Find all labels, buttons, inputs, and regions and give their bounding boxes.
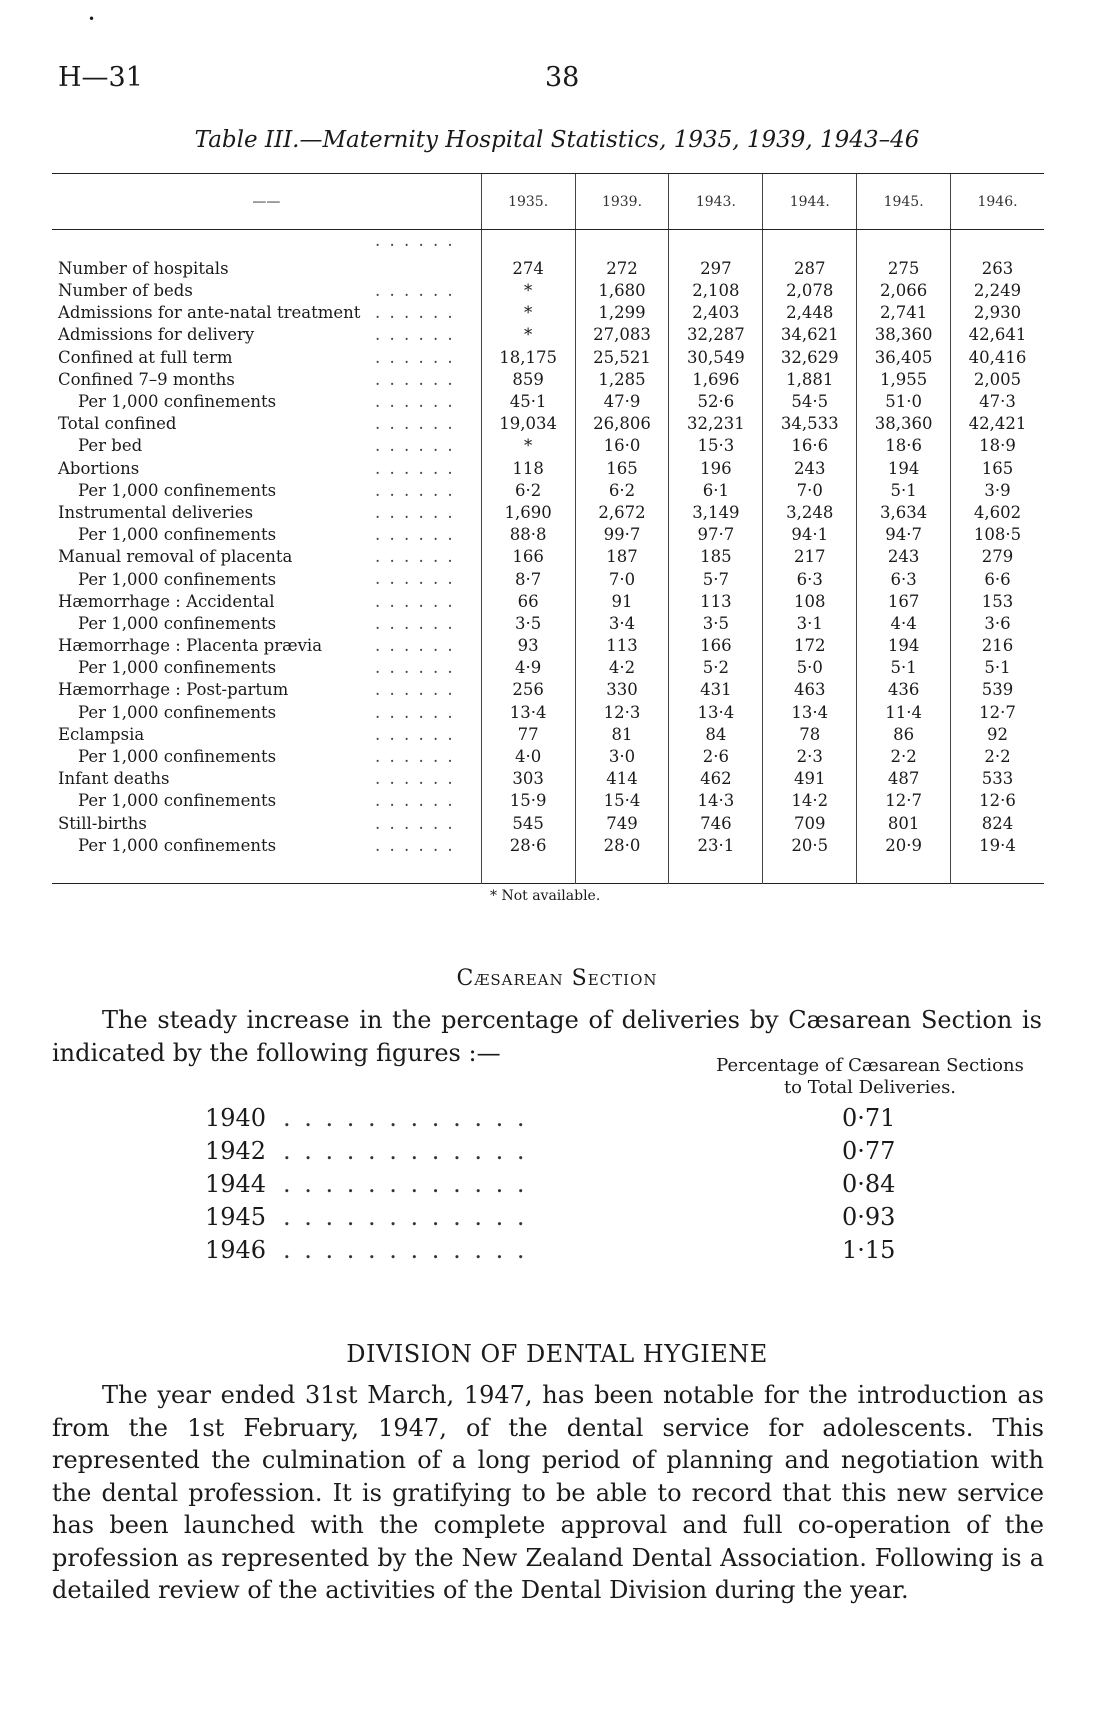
percentage-row [205, 1102, 896, 1135]
row-label: Hæmorrhage : Post-partum . . [52, 679, 481, 701]
row-value: 263 [951, 230, 1044, 281]
row-value: 274 [481, 230, 575, 281]
row-value: 533 [951, 768, 1044, 790]
document-reference: H—31 [58, 62, 143, 93]
row-value: 243 [857, 546, 951, 568]
row-value: 4·4 [857, 613, 951, 635]
percentage-year: 1940 [205, 1104, 267, 1132]
bullet-mark: • [88, 12, 96, 26]
row-value: 2,741 [857, 302, 951, 324]
row-value: 194 [857, 635, 951, 657]
row-value: 47·3 [951, 391, 1044, 413]
row-value: 15·4 [575, 790, 669, 812]
row-value: 45·1 [481, 391, 575, 413]
table-row [52, 613, 1044, 635]
leader-dots: . . . . . . . . . . . . [283, 1236, 528, 1264]
percentage-value: 0·84 [842, 1170, 896, 1198]
row-value: 5·2 [669, 657, 763, 679]
row-value: 2,403 [669, 302, 763, 324]
row-value: 462 [669, 768, 763, 790]
row-label: Hæmorrhage : Accidental . . [52, 591, 481, 613]
row-value: 2,930 [951, 302, 1044, 324]
table-row [52, 679, 1044, 701]
table-row [52, 230, 1044, 281]
row-value: 545 [481, 813, 575, 835]
year-header: 1944. [763, 174, 857, 230]
leader-dots: . . . . . . . . . . . . [283, 1203, 528, 1231]
row-value: 6·2 [481, 480, 575, 502]
row-value: 859 [481, 369, 575, 391]
row-value: 1,680 [575, 280, 669, 302]
row-value: 19·4 [951, 835, 1044, 884]
row-value: 84 [669, 724, 763, 746]
percentage-value: 1·15 [842, 1236, 896, 1264]
row-label: Hæmorrhage : Placenta prævia . . [52, 635, 481, 657]
table-row [52, 413, 1044, 435]
row-value: 88·8 [481, 524, 575, 546]
percentage-value: 0·71 [842, 1104, 896, 1132]
row-value: 297 [669, 230, 763, 281]
row-label: Per 1,000 confinements . . [52, 702, 481, 724]
row-value: 54·5 [763, 391, 857, 413]
row-value: 3·1 [763, 613, 857, 635]
dental-heading: DIVISION OF DENTAL HYGIENE [346, 1340, 768, 1368]
table-row [52, 324, 1044, 346]
maternity-statistics-table [52, 173, 1044, 886]
row-value: 8·7 [481, 568, 575, 590]
row-value: 5·0 [763, 657, 857, 679]
row-label: Eclampsia . . [52, 724, 481, 746]
row-value: * [481, 324, 575, 346]
row-value: 487 [857, 768, 951, 790]
row-label: Number of hospitals . . [52, 230, 481, 281]
percentage-year: 1945 [205, 1203, 267, 1231]
row-value: 52·6 [669, 391, 763, 413]
row-value: 1,299 [575, 302, 669, 324]
table-row [52, 591, 1044, 613]
row-value: 196 [669, 458, 763, 480]
percentage-header-line: Percentage of Cæsarean Sections [716, 1055, 1024, 1076]
row-value: 431 [669, 679, 763, 701]
row-value: 26,806 [575, 413, 669, 435]
row-value: 28·0 [575, 835, 669, 884]
row-value: 47·9 [575, 391, 669, 413]
row-value: 113 [669, 591, 763, 613]
table-header-row [52, 174, 1044, 230]
row-value: 18·6 [857, 435, 951, 457]
row-value: 2,249 [951, 280, 1044, 302]
row-value: 2·6 [669, 746, 763, 768]
percentage-row [205, 1201, 896, 1234]
row-value: 167 [857, 591, 951, 613]
table-row [52, 702, 1044, 724]
row-value: 491 [763, 768, 857, 790]
table-row [52, 280, 1044, 302]
percentage-row [205, 1168, 896, 1201]
row-value: 91 [575, 591, 669, 613]
row-value: 81 [575, 724, 669, 746]
row-value: 51·0 [857, 391, 951, 413]
table-body [52, 230, 1044, 884]
row-value: 749 [575, 813, 669, 835]
row-value: 217 [763, 546, 857, 568]
row-label: Still-births . . [52, 813, 481, 835]
row-value: 42,641 [951, 324, 1044, 346]
row-label: Abortions . . [52, 458, 481, 480]
table-title: Table III.—Maternity Hospital Statistics, 1935, 1939, 1943–46 [194, 127, 920, 153]
percentage-row [205, 1135, 896, 1168]
row-value: 5·1 [857, 657, 951, 679]
row-value: 746 [669, 813, 763, 835]
row-value: 4·0 [481, 746, 575, 768]
row-value: 414 [575, 768, 669, 790]
row-value: 15·9 [481, 790, 575, 812]
percentage-column-header [700, 1055, 1040, 1099]
leader-dots: . . . . . . . . . . . . [283, 1170, 528, 1198]
row-value: 14·3 [669, 790, 763, 812]
row-value: 2·2 [951, 746, 1044, 768]
row-value: 1,285 [575, 369, 669, 391]
row-value: 12·6 [951, 790, 1044, 812]
row-value: 3,634 [857, 502, 951, 524]
corner-cell: —— [52, 174, 481, 230]
row-value: 66 [481, 591, 575, 613]
row-value: 19,034 [481, 413, 575, 435]
row-label: Per 1,000 confinements . . [52, 790, 481, 812]
row-label: Per 1,000 confinements . . [52, 524, 481, 546]
row-value: 38,360 [857, 413, 951, 435]
row-value: 3·9 [951, 480, 1044, 502]
table-footnote: * Not available. [490, 888, 601, 904]
row-value: 118 [481, 458, 575, 480]
table-row [52, 302, 1044, 324]
row-value: 824 [951, 813, 1044, 835]
page-number: 38 [545, 62, 580, 93]
table-row [52, 502, 1044, 524]
year-header: 1945. [857, 174, 951, 230]
row-value: 32,629 [763, 347, 857, 369]
table-row [52, 635, 1044, 657]
row-value: 77 [481, 724, 575, 746]
table-row [52, 568, 1044, 590]
percentage-year: 1946 [205, 1236, 267, 1264]
caesarean-heading: Cæsarean Section [456, 966, 658, 991]
row-value: 4,602 [951, 502, 1044, 524]
row-value: 2,066 [857, 280, 951, 302]
row-value: 23·1 [669, 835, 763, 884]
row-value: 275 [857, 230, 951, 281]
table-row [52, 724, 1044, 746]
row-value: 11·4 [857, 702, 951, 724]
table-row [52, 813, 1044, 835]
row-value: 34,533 [763, 413, 857, 435]
row-value: 6·3 [857, 568, 951, 590]
row-value: 25,521 [575, 347, 669, 369]
row-value: 30,549 [669, 347, 763, 369]
table-row [52, 546, 1044, 568]
row-value: 92 [951, 724, 1044, 746]
table-row [52, 347, 1044, 369]
row-value: 5·1 [857, 480, 951, 502]
row-label: Confined 7–9 months . . [52, 369, 481, 391]
table-row [52, 369, 1044, 391]
row-label: Manual removal of placenta . . [52, 546, 481, 568]
row-label: Instrumental deliveries . . [52, 502, 481, 524]
row-value: 27,083 [575, 324, 669, 346]
row-label: Per 1,000 confinements . . [52, 746, 481, 768]
row-value: 2,672 [575, 502, 669, 524]
row-label: Confined at full term . . [52, 347, 481, 369]
row-value: 36,405 [857, 347, 951, 369]
row-value: 3·4 [575, 613, 669, 635]
row-value: 7·0 [575, 568, 669, 590]
percentage-row [205, 1234, 896, 1267]
row-value: 3·5 [481, 613, 575, 635]
row-value: 166 [481, 546, 575, 568]
table-row [52, 657, 1044, 679]
table-row [52, 768, 1044, 790]
percentage-header-line: to Total Deliveries. [783, 1077, 957, 1098]
row-label: Number of beds . . [52, 280, 481, 302]
row-value: 13·4 [763, 702, 857, 724]
row-value: 216 [951, 635, 1044, 657]
row-value: 3,248 [763, 502, 857, 524]
row-value: 187 [575, 546, 669, 568]
row-label: Per 1,000 confinements . . [52, 391, 481, 413]
row-value: 709 [763, 813, 857, 835]
row-value: 2,448 [763, 302, 857, 324]
caesarean-paragraph: The steady increase in the percentage of deliveries by Cæsarean Section is indicated by the following figures :— [52, 1006, 1042, 1067]
row-value: 94·1 [763, 524, 857, 546]
row-value: 42,421 [951, 413, 1044, 435]
row-label: Per 1,000 confinements . . [52, 568, 481, 590]
row-value: 20·9 [857, 835, 951, 884]
row-value: 287 [763, 230, 857, 281]
row-value: 2·3 [763, 746, 857, 768]
table-row [52, 480, 1044, 502]
row-value: 185 [669, 546, 763, 568]
row-value: 12·7 [951, 702, 1044, 724]
percentage-value: 0·77 [842, 1137, 896, 1165]
row-label: Per 1,000 confinements . . [52, 835, 481, 884]
row-value: 16·6 [763, 435, 857, 457]
row-value: 93 [481, 635, 575, 657]
row-label: Infant deaths . . [52, 768, 481, 790]
row-value: 256 [481, 679, 575, 701]
row-value: 3·5 [669, 613, 763, 635]
row-value: 801 [857, 813, 951, 835]
row-value: 539 [951, 679, 1044, 701]
row-value: 13·4 [669, 702, 763, 724]
row-value: 78 [763, 724, 857, 746]
row-value: 94·7 [857, 524, 951, 546]
row-label: Per 1,000 confinements . . [52, 480, 481, 502]
year-header: 1939. [575, 174, 669, 230]
row-value: 153 [951, 591, 1044, 613]
row-value: 13·4 [481, 702, 575, 724]
row-value: 1,955 [857, 369, 951, 391]
row-label: Per 1,000 confinements . . [52, 613, 481, 635]
row-value: 86 [857, 724, 951, 746]
table-row [52, 458, 1044, 480]
row-label: Admissions for delivery . . [52, 324, 481, 346]
row-label: Admissions for ante-natal treatment . . [52, 302, 481, 324]
row-value: 1,881 [763, 369, 857, 391]
row-value: 172 [763, 635, 857, 657]
row-value: 436 [857, 679, 951, 701]
row-value: 3·6 [951, 613, 1044, 635]
row-value: 99·7 [575, 524, 669, 546]
row-value: 28·6 [481, 835, 575, 884]
row-value: 18·9 [951, 435, 1044, 457]
row-value: 1,690 [481, 502, 575, 524]
row-label: Per 1,000 confinements . . [52, 657, 481, 679]
row-value: 15·3 [669, 435, 763, 457]
leader-dots: . . . . . . . . . . . . [283, 1137, 528, 1165]
row-value: 108 [763, 591, 857, 613]
row-label: Per bed . . [52, 435, 481, 457]
row-value: 108·5 [951, 524, 1044, 546]
row-value: 2,108 [669, 280, 763, 302]
percentage-value: 0·93 [842, 1203, 896, 1231]
row-value: 4·2 [575, 657, 669, 679]
row-value: 279 [951, 546, 1044, 568]
row-value: 20·5 [763, 835, 857, 884]
row-value: 6·1 [669, 480, 763, 502]
row-value: 2,078 [763, 280, 857, 302]
row-value: 34,621 [763, 324, 857, 346]
row-value: * [481, 280, 575, 302]
row-value: 32,287 [669, 324, 763, 346]
row-value: 5·7 [669, 568, 763, 590]
row-value: 166 [669, 635, 763, 657]
row-label: Total confined . . [52, 413, 481, 435]
row-value: 12·3 [575, 702, 669, 724]
row-value: 165 [575, 458, 669, 480]
table-row [52, 790, 1044, 812]
row-value: * [481, 302, 575, 324]
row-value: 38,360 [857, 324, 951, 346]
table-row [52, 435, 1044, 457]
row-value: 165 [951, 458, 1044, 480]
row-value: 113 [575, 635, 669, 657]
row-value: 243 [763, 458, 857, 480]
row-value: 4·9 [481, 657, 575, 679]
row-value: 2,005 [951, 369, 1044, 391]
row-value: 12·7 [857, 790, 951, 812]
row-value: 97·7 [669, 524, 763, 546]
table-row [52, 746, 1044, 768]
row-value: 7·0 [763, 480, 857, 502]
row-value: 5·1 [951, 657, 1044, 679]
row-value: 303 [481, 768, 575, 790]
table-row [52, 524, 1044, 546]
row-value: 6·6 [951, 568, 1044, 590]
row-value: 1,696 [669, 369, 763, 391]
row-value: 32,231 [669, 413, 763, 435]
row-value: 3·0 [575, 746, 669, 768]
dental-paragraph: The year ended 31st March, 1947, has been notable for the introduction as from the 1st February, 1947, of the dental service for adolescents. This represented the culmination of a long period of planning and negotiation with the dental profession. It is gratifying to be able to record that this new service has been launched with the complete approval and full co-operation of the profession as represented by the New Zealand Dental Association. Following is a detailed review of the activities of the Dental Division during the year. [52, 1381, 1044, 1604]
leader-dots: . . . . . . . . . . . . [283, 1104, 528, 1132]
caesarean-percentage-list [205, 1102, 896, 1267]
row-value: 2·2 [857, 746, 951, 768]
table-row [52, 391, 1044, 413]
row-value: 18,175 [481, 347, 575, 369]
row-value: 330 [575, 679, 669, 701]
table-row [52, 835, 1044, 884]
row-value: 40,416 [951, 347, 1044, 369]
row-value: 463 [763, 679, 857, 701]
row-value: 16·0 [575, 435, 669, 457]
row-value: 14·2 [763, 790, 857, 812]
row-value: 6·2 [575, 480, 669, 502]
row-value: * [481, 435, 575, 457]
row-value: 6·3 [763, 568, 857, 590]
year-header: 1935. [481, 174, 575, 230]
row-value: 194 [857, 458, 951, 480]
year-header: 1943. [669, 174, 763, 230]
percentage-year: 1942 [205, 1137, 267, 1165]
percentage-year: 1944 [205, 1170, 267, 1198]
row-value: 272 [575, 230, 669, 281]
row-value: 3,149 [669, 502, 763, 524]
year-header: 1946. [951, 174, 1044, 230]
